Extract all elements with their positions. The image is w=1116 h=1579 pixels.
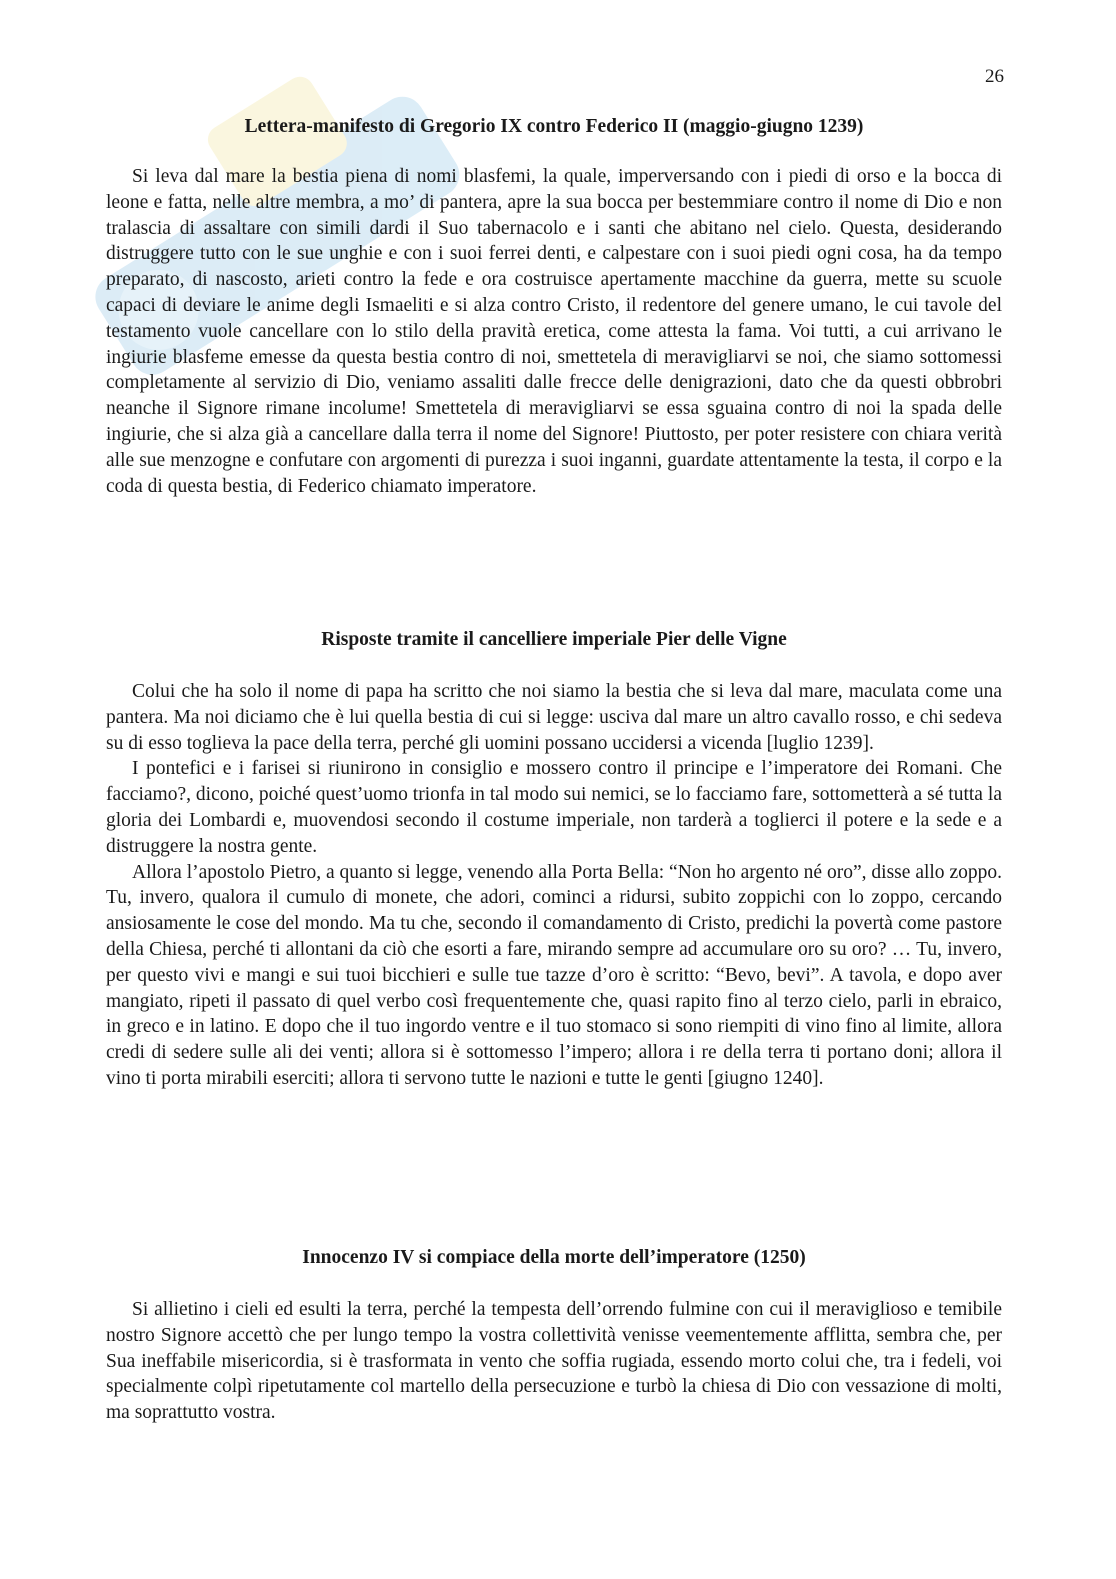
section-title: Risposte tramite il cancelliere imperiale Pier delle Vigne bbox=[321, 629, 787, 650]
paragraph: I pontefici e i farisei si riunirono in consiglio e mossero contro il principe e l’imperatore dei Romani. Che facciamo?, dicono, poiché quest’uomo trionfa in tal modo sui nemici, se lo facciamo fare, sottometterà a sé tutta la gloria dei Lombardi e, muovendosi secondo il costume imperiale, non tarderà a toglierci il potere e la sede e a distruggere la nostra gente. bbox=[106, 758, 1002, 857]
section-innocenzo-iv bbox=[106, 1245, 1002, 1426]
paragraph: Colui che ha solo il nome di papa ha scritto che noi siamo la bestia che si leva dal mare, maculata come una pantera. Ma noi diciamo che è lui quella bestia di cui si legge: usciva dal mare un altro cavallo rosso, e chi sedeva su di esso toglieva la pace della terra, perché gli uomini possano uccidersi a vicenda [luglio 1239]. bbox=[106, 681, 1002, 754]
section-gregorio-letter bbox=[106, 114, 1002, 499]
section-title: Lettera-manifesto di Gregorio IX contro Federico II (maggio-giugno 1239) bbox=[244, 116, 864, 137]
paragraph: Allora l’apostolo Pietro, a quanto si legge, venendo alla Porta Bella: “Non ho argento né oro”, disse allo zoppo. Tu, invero, qualora il cumulo di monete, che adori, cominci a ridursi, subito zoppichi con lo zoppo, cercando ansiosamente le cose del mondo. Ma tu che, secondo il comandamento di Cristo, predichi la povertà come pastore della Chiesa, perché ti allontani da ciò che esorti a fare, mirando sempre ad accumulare oro su oro? … Tu, invero, per questo vivi e mangi e sui tuoi bicchieri e sulle tue tazze d’oro è scritto: “Bevo, bevi”. A tavola, e dopo aver mangiato, ripeti il passato di quel verbo così frequentemente che, quasi rapito fino al terzo cielo, parli in ebraico, in greco e in latino. E dopo che il tuo ingordo ventre e il tuo stomaco si sono riempiti di vino fino al limite, allora credi di sedere sulle ali dei venti; allora si è sottomesso l’impero; allora i re della terra ti portano doni; allora il vino ti porta mirabili eserciti; allora ti servono tutte le nazioni e tutte le genti [giugno 1240]. bbox=[106, 861, 1002, 1089]
section-title: Innocenzo IV si compiace della morte dell’imperatore (1250) bbox=[302, 1247, 806, 1268]
paragraph: Si leva dal mare la bestia piena di nomi blasfemi, la quale, imperversando con i piedi di orso e la bocca di leone e fatta, nelle altre membra, a mo’ di pantera, apre la sua bocca per bestemmiare contro il nome di Dio e non tralascia di assaltare con simili dardi il Suo tabernacolo e i santi che abitano nel cielo. Questa, desiderando distruggere tutto con le sue unghie e con i suoi ferrei denti, e calpestare con i suoi piedi ogni cosa, ha da tempo preparato, di nascosto, arieti contro la fede e ora costruisce apertamente macchine da guerra, mette su scuole capaci di deviare le anime degli Ismaeliti e si alza contro Cristo, il redentore del genere umano, le cui tavole del testamento vuole cancellare con lo stilo della pravità eretica, come attesta la fama. Voi tutti, a cui arrivano le ingiurie blasfeme emesse da questa bestia contro di noi, smettetela di meravigliarvi se noi, che siamo sottomessi completamente al servizio di Dio, veniamo assaliti dalle frecce delle denigrazioni, dato che da questi obbrobri neanche il Signore rimane incolume! Smettetela di meravigliarvi se essa sguaina contro di noi la spada delle ingiurie, che si alza già a cancellare dalla terra il nome del Signore! Piuttosto, per poter resistere con chiara verità alle sue menzogne e confutare con argomenti di purezza i suoi inganni, guardate attentamente la testa, il corpo e la coda di questa bestia, di Federico chiamato imperatore. bbox=[106, 166, 1002, 497]
paragraph: Si allietino i cieli ed esulti la terra, perché la tempesta dell’orrendo fulmine con cui il meraviglioso e temibile nostro Signore accettò che per lungo tempo la vostra collettività venisse veementemente afflitta, sembra che, per Sua ineffabile misericordia, si è trasformata in vento che soffia rugiada, essendo morto colui che, tra i fedeli, voi specialmente colpì ripetutamente col martello della persecuzione e turbò la chiesa di Dio con vessazione di molti, ma soprattutto vostra. bbox=[106, 1299, 1002, 1424]
section-pier-delle-vigne bbox=[106, 627, 1002, 1092]
page-number: 26 bbox=[985, 66, 1004, 87]
